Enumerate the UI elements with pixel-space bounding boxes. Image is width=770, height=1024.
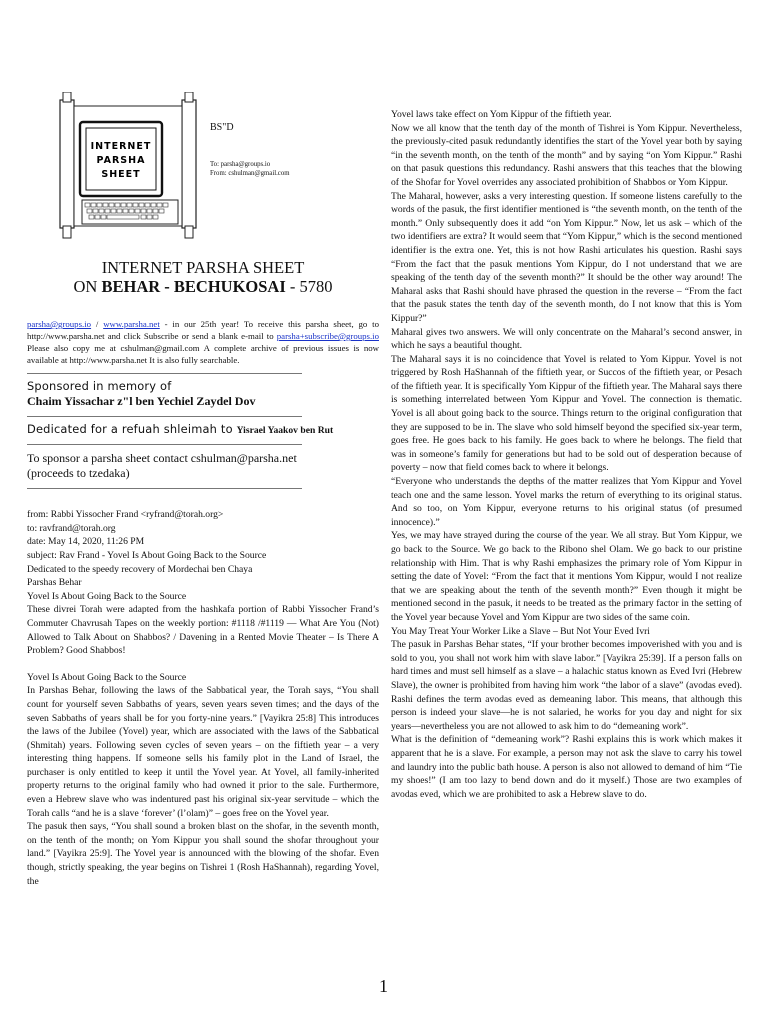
body-paragraph: The Maharal says it is no coincidence that Yovel is related to Yom Kippur. Yovel is not triggered by Rosh HaShannah of the fiftieth year, or Succos of the fiftieth year, or Pesach of the fiftieth year. It is specifically Yom Kippur of the fiftieth year. The Maharal says there is something interrelated between Yom Kippur and Yovel. The connection is thematic. Yovel is all about going back to the source. Things return to the original configuration that they are supposed to be in. The slave who sold himself beyond the specified six-year term, goes free. He goes back to his family. He goes back to where he belongs. The field that was in someone’s family for generations but had to be sold out of desperation because of poverty – now that field comes back to where it belongs.: [391, 353, 742, 474]
body-paragraph: In Parshas Behar, following the laws of the Sabbatical year, the Torah says, “You shall count for yourself seven Sabbaths of years, seven years seven times; and the days of the seven Sabbaths of years shall be for you forty-nine years.” [Vayikra 25:8] This introduces the laws of the Jubilee (Yovel) year, which are associated with the laws of the Sabbatical (Shmitah) years. Following seven cycles of seven years – on the fiftieth year – a very interesting thing happens. If someone sells his family plot in the Land of Israel, the purchaser is only entitled to keep it until the Yovel year. At Yovel, all family-inherited property returns to the original family who had owned it prior to the sale. Furthermore, even a Hebrew slave who was indentured past his original six-year servitude – which the Torah calls “and he is a slave ‘forever’ (l’olam)” – goes free on the Yovel year.: [27, 685, 379, 819]
title-parsha: BEHAR - BECHUKOSAI: [101, 277, 286, 296]
email-to: to: ravfrand@torah.org: [27, 522, 116, 534]
logo-line-2: PARSHA: [96, 155, 146, 166]
refuah-name: Yisrael Yaakov ben Rut: [236, 424, 334, 436]
body-paragraph: What is the definition of “demeaning work”? Rashi explains this is work which makes it apparent that he is a slave. For example, a person may not ask the slave to carry his towel and laundry into the public bath house. A person is also not allowed to demand of him “Tie my shoes!” (I am too lazy to bend down and do it myself.) Those are two examples of avodas eved, which we are prohibited to ask a Hebrew slave to do.: [391, 734, 742, 800]
body-paragraph: “Everyone who understands the depths of the matter realizes that Yom Kippur and Yovel teach one and the same lesson. Yovel marks the return of everything to its original status. And so too, on Yom Kippur, everyone returns to his original status (of presumed innocence).”: [391, 476, 742, 528]
left-column: [27, 318, 379, 888]
title-line-1: INTERNET PARSHA SHEET: [101, 258, 305, 277]
body-paragraph: Yes, we may have strayed during the course of the year. We all stray. But Yom Kippur, we go back to the Source. We go back to the Ribono shel Olam. We go back to our pristine relationship with Him. That is why Rashi emphasizes the primary role of Yom Kippur in setting the date of Yovel: “From the fact that it mentions Yom Kippur, would I not realize that we are speaking about the tenth of the seventh month?” Even though it might be mentioned second in the pasuk, it needs to be treated as the primary factor in the setting of the Yovel year because Yovel and Yom Kippur are two sides of the same coin.: [391, 530, 742, 623]
article-heading: Yovel Is About Going Back to the Source: [27, 590, 187, 602]
sponsor-name-text: Chaim Yissachar z"l ben Yechiel Zaydel Dov: [27, 393, 256, 408]
page-title: [27, 258, 379, 296]
intro-paragraph: [27, 318, 379, 366]
header-addresses: [210, 160, 290, 178]
link-separator: /: [91, 319, 104, 329]
bsd-mark: BS"D: [210, 122, 234, 133]
body-paragraph: The pasuk then says, “You shall sound a broken blast on the shofar, in the seventh month, on the tenth of the month; on Yom Kippur you shall sound the shofar throughout your land.” [Vayikra 25:9]. The Yovel year is announced with the blowing of the shofar. Even though, strictly speaking, the year begins on Tishrei 1 (Rosh HaShannah), regarding Yovel, the: [27, 821, 379, 887]
email-date: date: May 14, 2020, 11:26 PM: [27, 536, 145, 548]
email-from: from: Rabbi Yissocher Frand <ryfrand@torah.org>: [27, 509, 224, 521]
logo-line-1: INTERNET: [90, 141, 152, 152]
title-year: - 5780: [285, 277, 333, 296]
to-address: To: parsha@groups.io: [210, 161, 271, 168]
right-column: [391, 108, 742, 801]
from-address: From: cshulman@gmail.com: [210, 170, 290, 177]
logo-line-3: SHEET: [101, 169, 141, 180]
body-paragraph: Yovel laws take effect on Yom Kippur of the fiftieth year.: [391, 109, 612, 120]
intro-text-1: - in our 25th year! To receive this parsha sheet, go to http://www.parsha.net and click Subscribe or send a blank e-mail to: [27, 319, 379, 341]
divider: [27, 488, 302, 489]
section-heading: You May Treat Your Worker Like a Slave – But Not Your Eved Ivri: [391, 625, 650, 637]
email-subject: subject: Rav Frand - Yovel Is About Going Back to the Source: [27, 549, 267, 561]
email-link[interactable]: parsha@groups.io: [27, 319, 92, 329]
website-link[interactable]: www.parsha.net: [103, 319, 160, 329]
sponsor-contact-note: (proceeds to tzedaka): [27, 466, 130, 481]
section-heading: Yovel Is About Going Back to the Source: [27, 671, 187, 683]
body-paragraph: Maharal gives two answers. We will only concentrate on the Maharal’s second answer, in which he says a beautiful thought.: [391, 326, 742, 352]
sponsor-label: Sponsored in memory of: [27, 379, 172, 393]
body-paragraph: These divrei Torah were adapted from the hashkafa portion of Rabbi Yissocher Frand’s Commuter Chavrusah Tapes on the weekly portion: #1118 /#1119 — What Are You (Not) Allowed to Talk About on Shabbos? / Davening in a Rented Movie Theater – Is There A Problem? Good Shabbos!: [27, 604, 379, 657]
intro-text-2: Please also copy me at cshulman@gmail.com A complete archive of previous issues is now available at http://www.parsha.net It is also fully searchable.: [27, 343, 379, 365]
divider: [27, 416, 302, 417]
refuah-label: Dedicated for a refuah shleimah to: [27, 421, 237, 436]
internet-parsha-sheet-logo: [58, 92, 198, 240]
body-paragraph: The pasuk in Parshas Behar states, “If your brother becomes impoverished with you and is sold to you, you shall not work him with slave labor.” [Vayikra 25:39]. If a person falls on hard times and must sell himself as a slave – a halachic status known as Eved Ivri (Hebrew Slave), the owner is prohibited from having him work “the labor of a slave” (avodas eved). Rashi defines the term avodas eved as demeaning labor. This means, that although this person is indeed your slave—he is not salaried, he works for you day and night for six years—nevertheless you are not allowed to ask him to do “demeaning work”.: [391, 639, 742, 732]
divider: [27, 444, 302, 445]
sponsor-contact: To sponsor a parsha sheet contact cshulman@parsha.net: [27, 451, 297, 466]
refuah-line: [27, 423, 379, 438]
sponsor-name: [27, 394, 379, 409]
body-paragraph: The Maharal, however, asks a very interesting question. If someone listens carefully to the words of the pasuk, the first identifier mentioned is “the seventh month, on the tenth of the month.” Only subsequently does it add “on Yom Kippur.” Now, let us ask – which of the two identifiers are extra? It would seem that “Yom Kippur,” which is the second mentioned identifier is the extra one. Yet, this is not how Rashi articulates his question. Rashi says “From the fact that the pasuk mentions Yom Kippur, do I not understand that we are speaking of the tenth day of the seventh month?” It should be the other way around! The Maharal asks that Rashi should have phrased the question in the reverse – “From the fact that the pasuk states the tenth day of the seventh month, do I not know that this is Yom Kippur?”: [391, 190, 742, 324]
divider: [27, 373, 302, 374]
subscribe-link[interactable]: parsha+subscribe@groups.io: [276, 331, 379, 341]
title-on: ON: [73, 277, 102, 296]
email-dedication: Dedicated to the speedy recovery of Mordechai ben Chaya: [27, 563, 253, 575]
email-parsha: Parshas Behar: [27, 577, 82, 589]
page-number: 1: [379, 976, 388, 996]
body-paragraph: Now we all know that the tenth day of the month of Tishrei is Yom Kippur. Nevertheless, the previously-cited pasuk redundantly identifies the start of the Yovel year both by saying “in the seventh month, on the tenth of the month” and by saying “on Yom Kippur.” Rashi on that pasuk questions this redundancy. Rashi answers that this teaches that the blowing of the Shofar for Yovel overrides any associated prohibition of Shabbos or Yom Kippur.: [391, 122, 742, 188]
